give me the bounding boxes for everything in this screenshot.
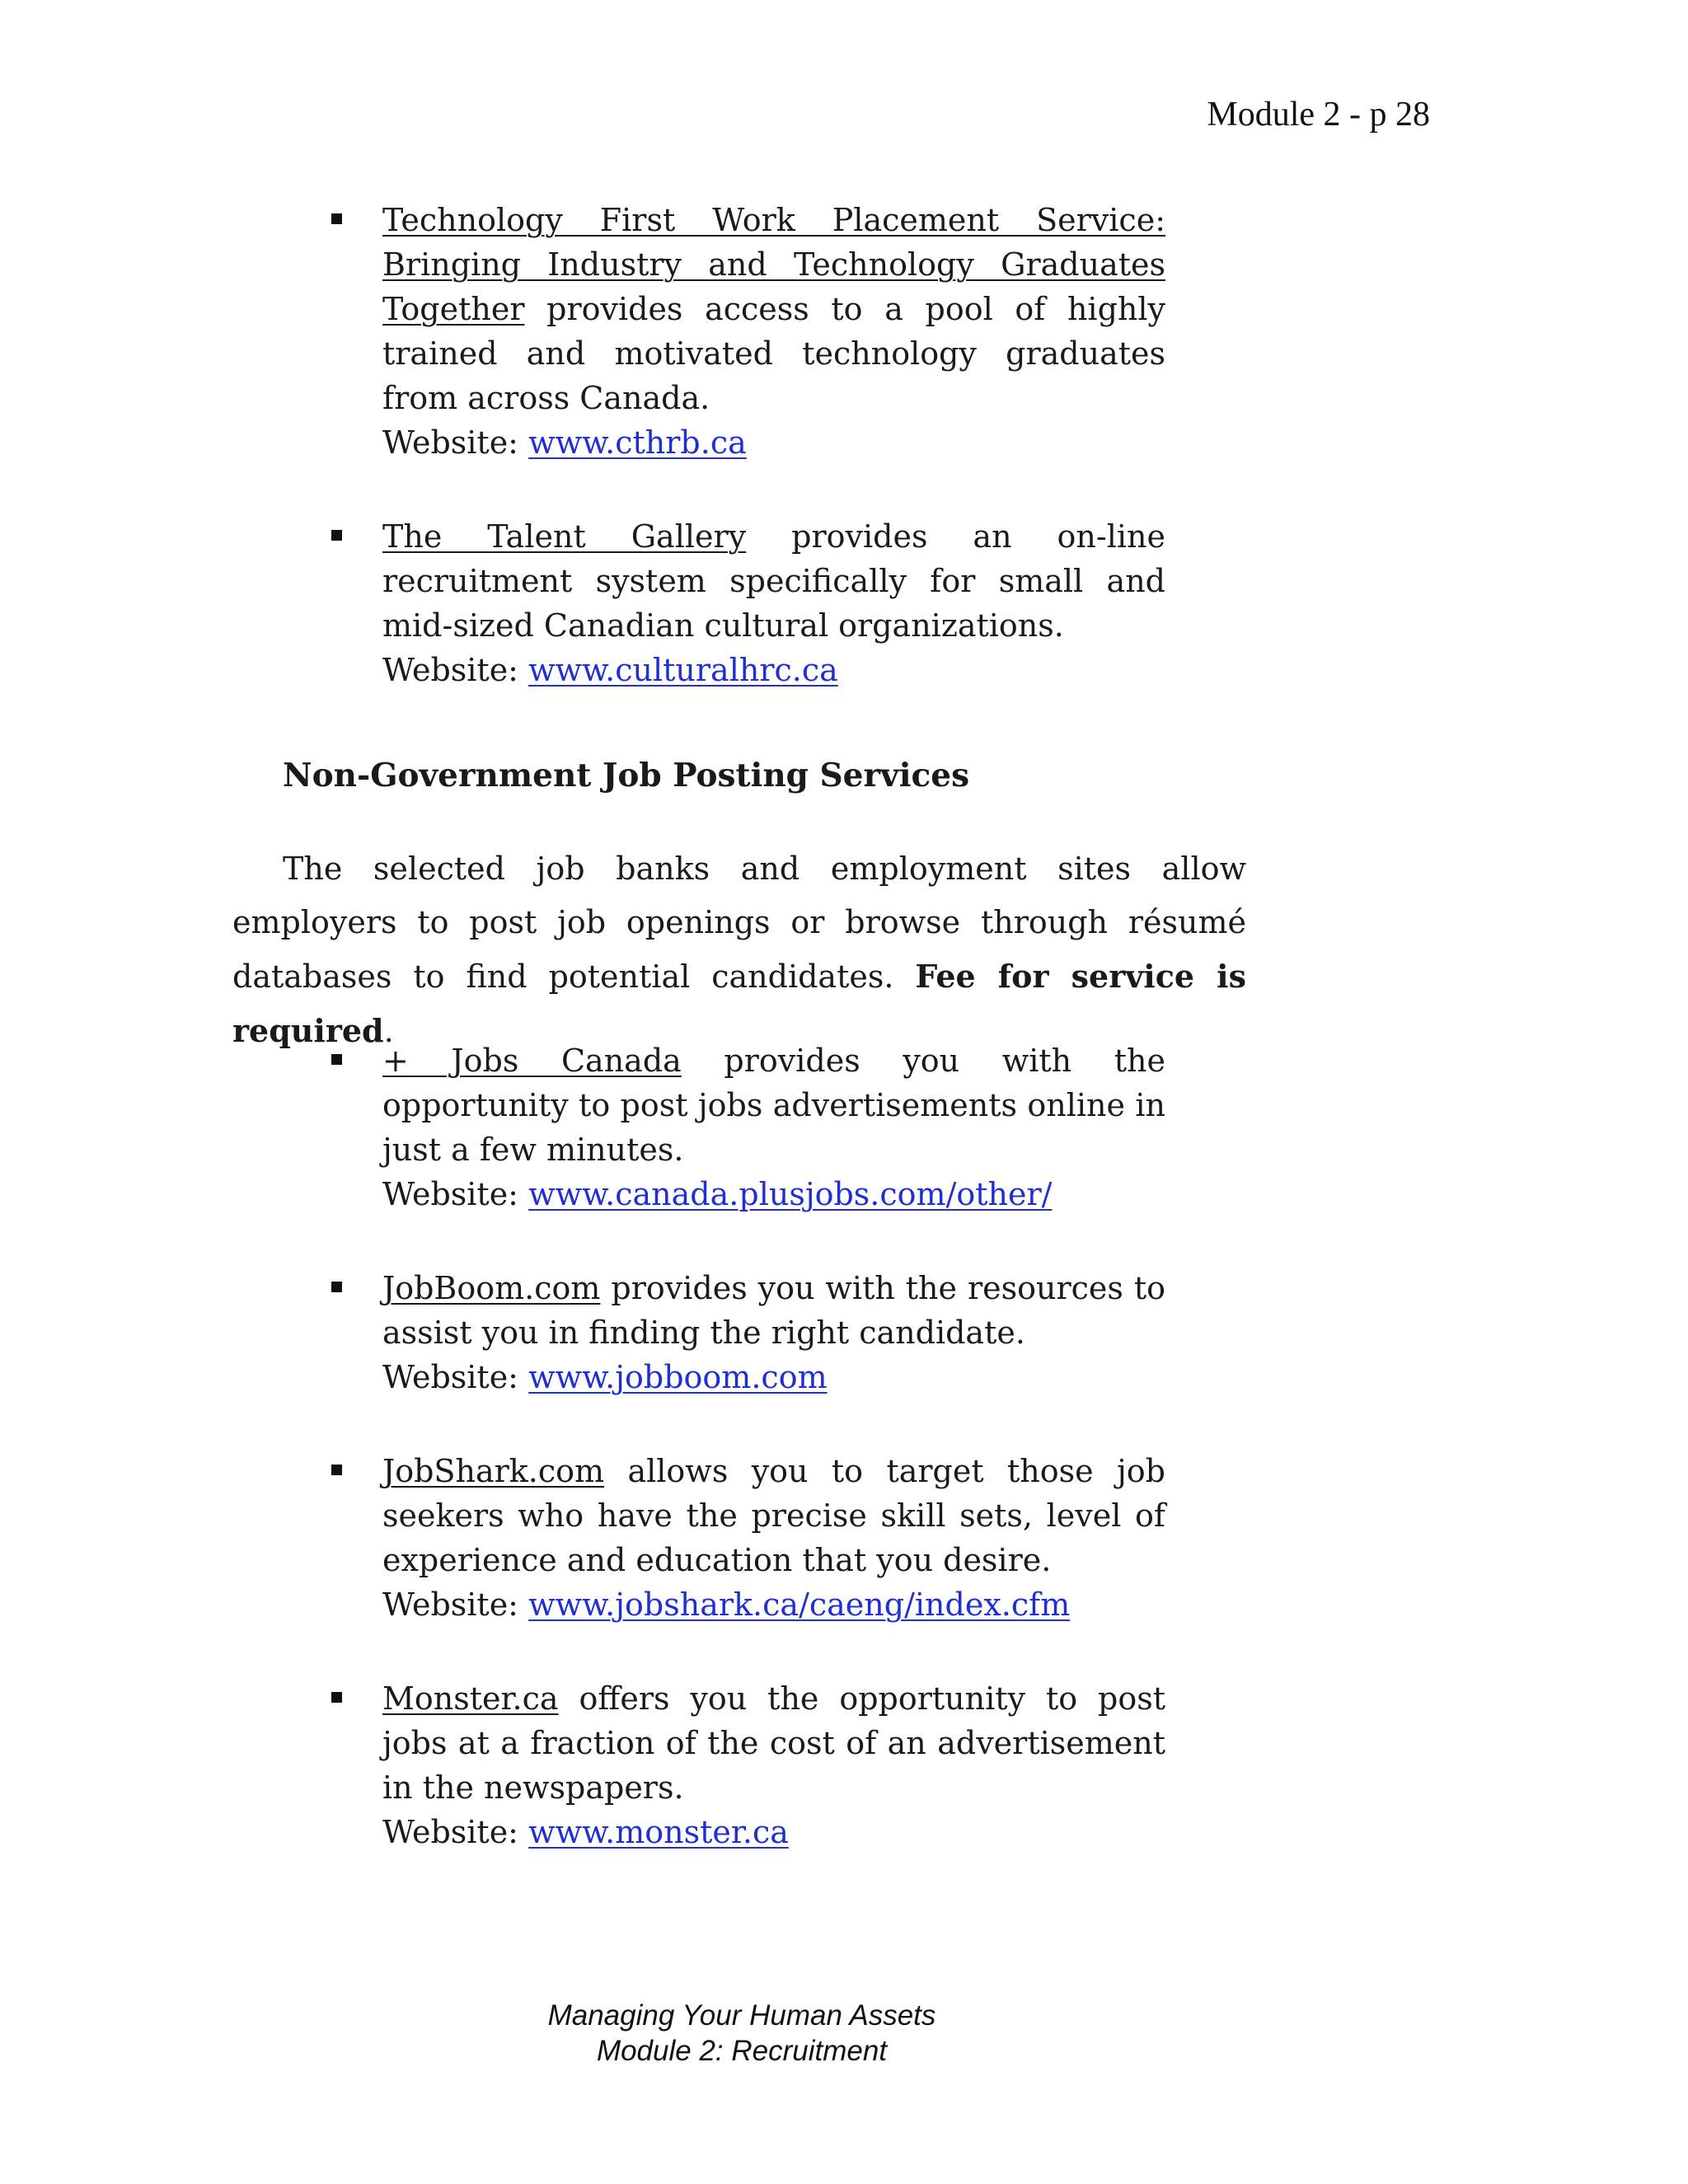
website-label: Website: [382,424,518,461]
website-line [382,1172,1165,1216]
footer-title: Managing Your Human Assets [547,1999,936,2032]
website-label: Website: [382,1586,518,1623]
website-link[interactable]: www.cthrb.ca [528,424,747,461]
page-footer [0,1998,1484,2069]
section-heading: Non-Government Job Posting Services [283,757,970,794]
service-name: JobShark.com [382,1453,605,1489]
website-label: Website: [382,1359,518,1395]
website-link[interactable]: www.monster.ca [528,1814,789,1850]
top-resource-list [331,198,1165,692]
job-posting-services-list [331,1038,1165,1854]
list-item [331,1038,1165,1216]
square-bullet-icon [331,1465,342,1475]
list-item [331,1676,1165,1854]
square-bullet-icon [331,213,342,224]
website-line [382,1810,1165,1854]
website-line [382,1355,1165,1399]
website-label: Website: [382,1176,518,1212]
website-link[interactable]: www.jobboom.com [528,1359,828,1395]
list-item [331,1449,1165,1627]
square-bullet-icon [331,1054,342,1065]
website-label: Website: [382,652,518,688]
website-link[interactable]: www.canada.plusjobs.com/other/ [528,1176,1053,1212]
service-description: offers you the opportunity to post jobs at a fraction of the cost of an advertisement in the newspapers. [382,1680,1165,1806]
service-description: allows you to target those job seekers who have the precise skill sets, level of experience and education that you desire. [382,1453,1165,1578]
service-name: + Jobs Canada [382,1043,682,1079]
service-name: Monster.ca [382,1680,559,1717]
page-number: Module 2 - p 28 [1207,96,1430,134]
intro-text: The selected job banks and employment sites allow employers to post job openings or browse through résumé databases to find potential candidates. [232,851,1246,995]
website-line [382,648,1165,692]
website-label: Website: [382,1814,518,1850]
list-item [331,198,1165,465]
resource-description: provides access to a pool of highly trained and motivated technology graduates from across Canada. [382,291,1165,416]
resource-name: Technology First Work Placement Service: Bringing Industry and Technology Graduates Together [382,202,1165,327]
service-description: provides you with the opportunity to post jobs advertisements online in just a few minutes. [382,1043,1165,1168]
website-link[interactable]: www.culturalhrc.ca [528,652,838,688]
website-link[interactable]: www.jobshark.ca/caeng/index.cfm [528,1586,1071,1623]
footer-subtitle: Module 2: Recruitment [596,2035,888,2067]
website-line [382,1582,1165,1627]
square-bullet-icon [331,1282,342,1292]
service-name: JobBoom.com [382,1270,601,1306]
list-item [331,1266,1165,1399]
resource-description: provides an on-line recruitment system specifically for small and mid-sized Canadian cultural organizations. [382,518,1165,644]
square-bullet-icon [331,1692,342,1703]
square-bullet-icon [331,530,342,541]
intro-emphasis: Fee for service is required [232,958,1246,1049]
intro-paragraph [232,842,1246,1058]
list-item [331,514,1165,692]
website-line [382,420,1165,465]
resource-name: The Talent Gallery [382,518,747,555]
service-description: provides you with the resources to assist you in finding the right candidate. [382,1270,1165,1351]
intro-end: . [383,1013,394,1049]
